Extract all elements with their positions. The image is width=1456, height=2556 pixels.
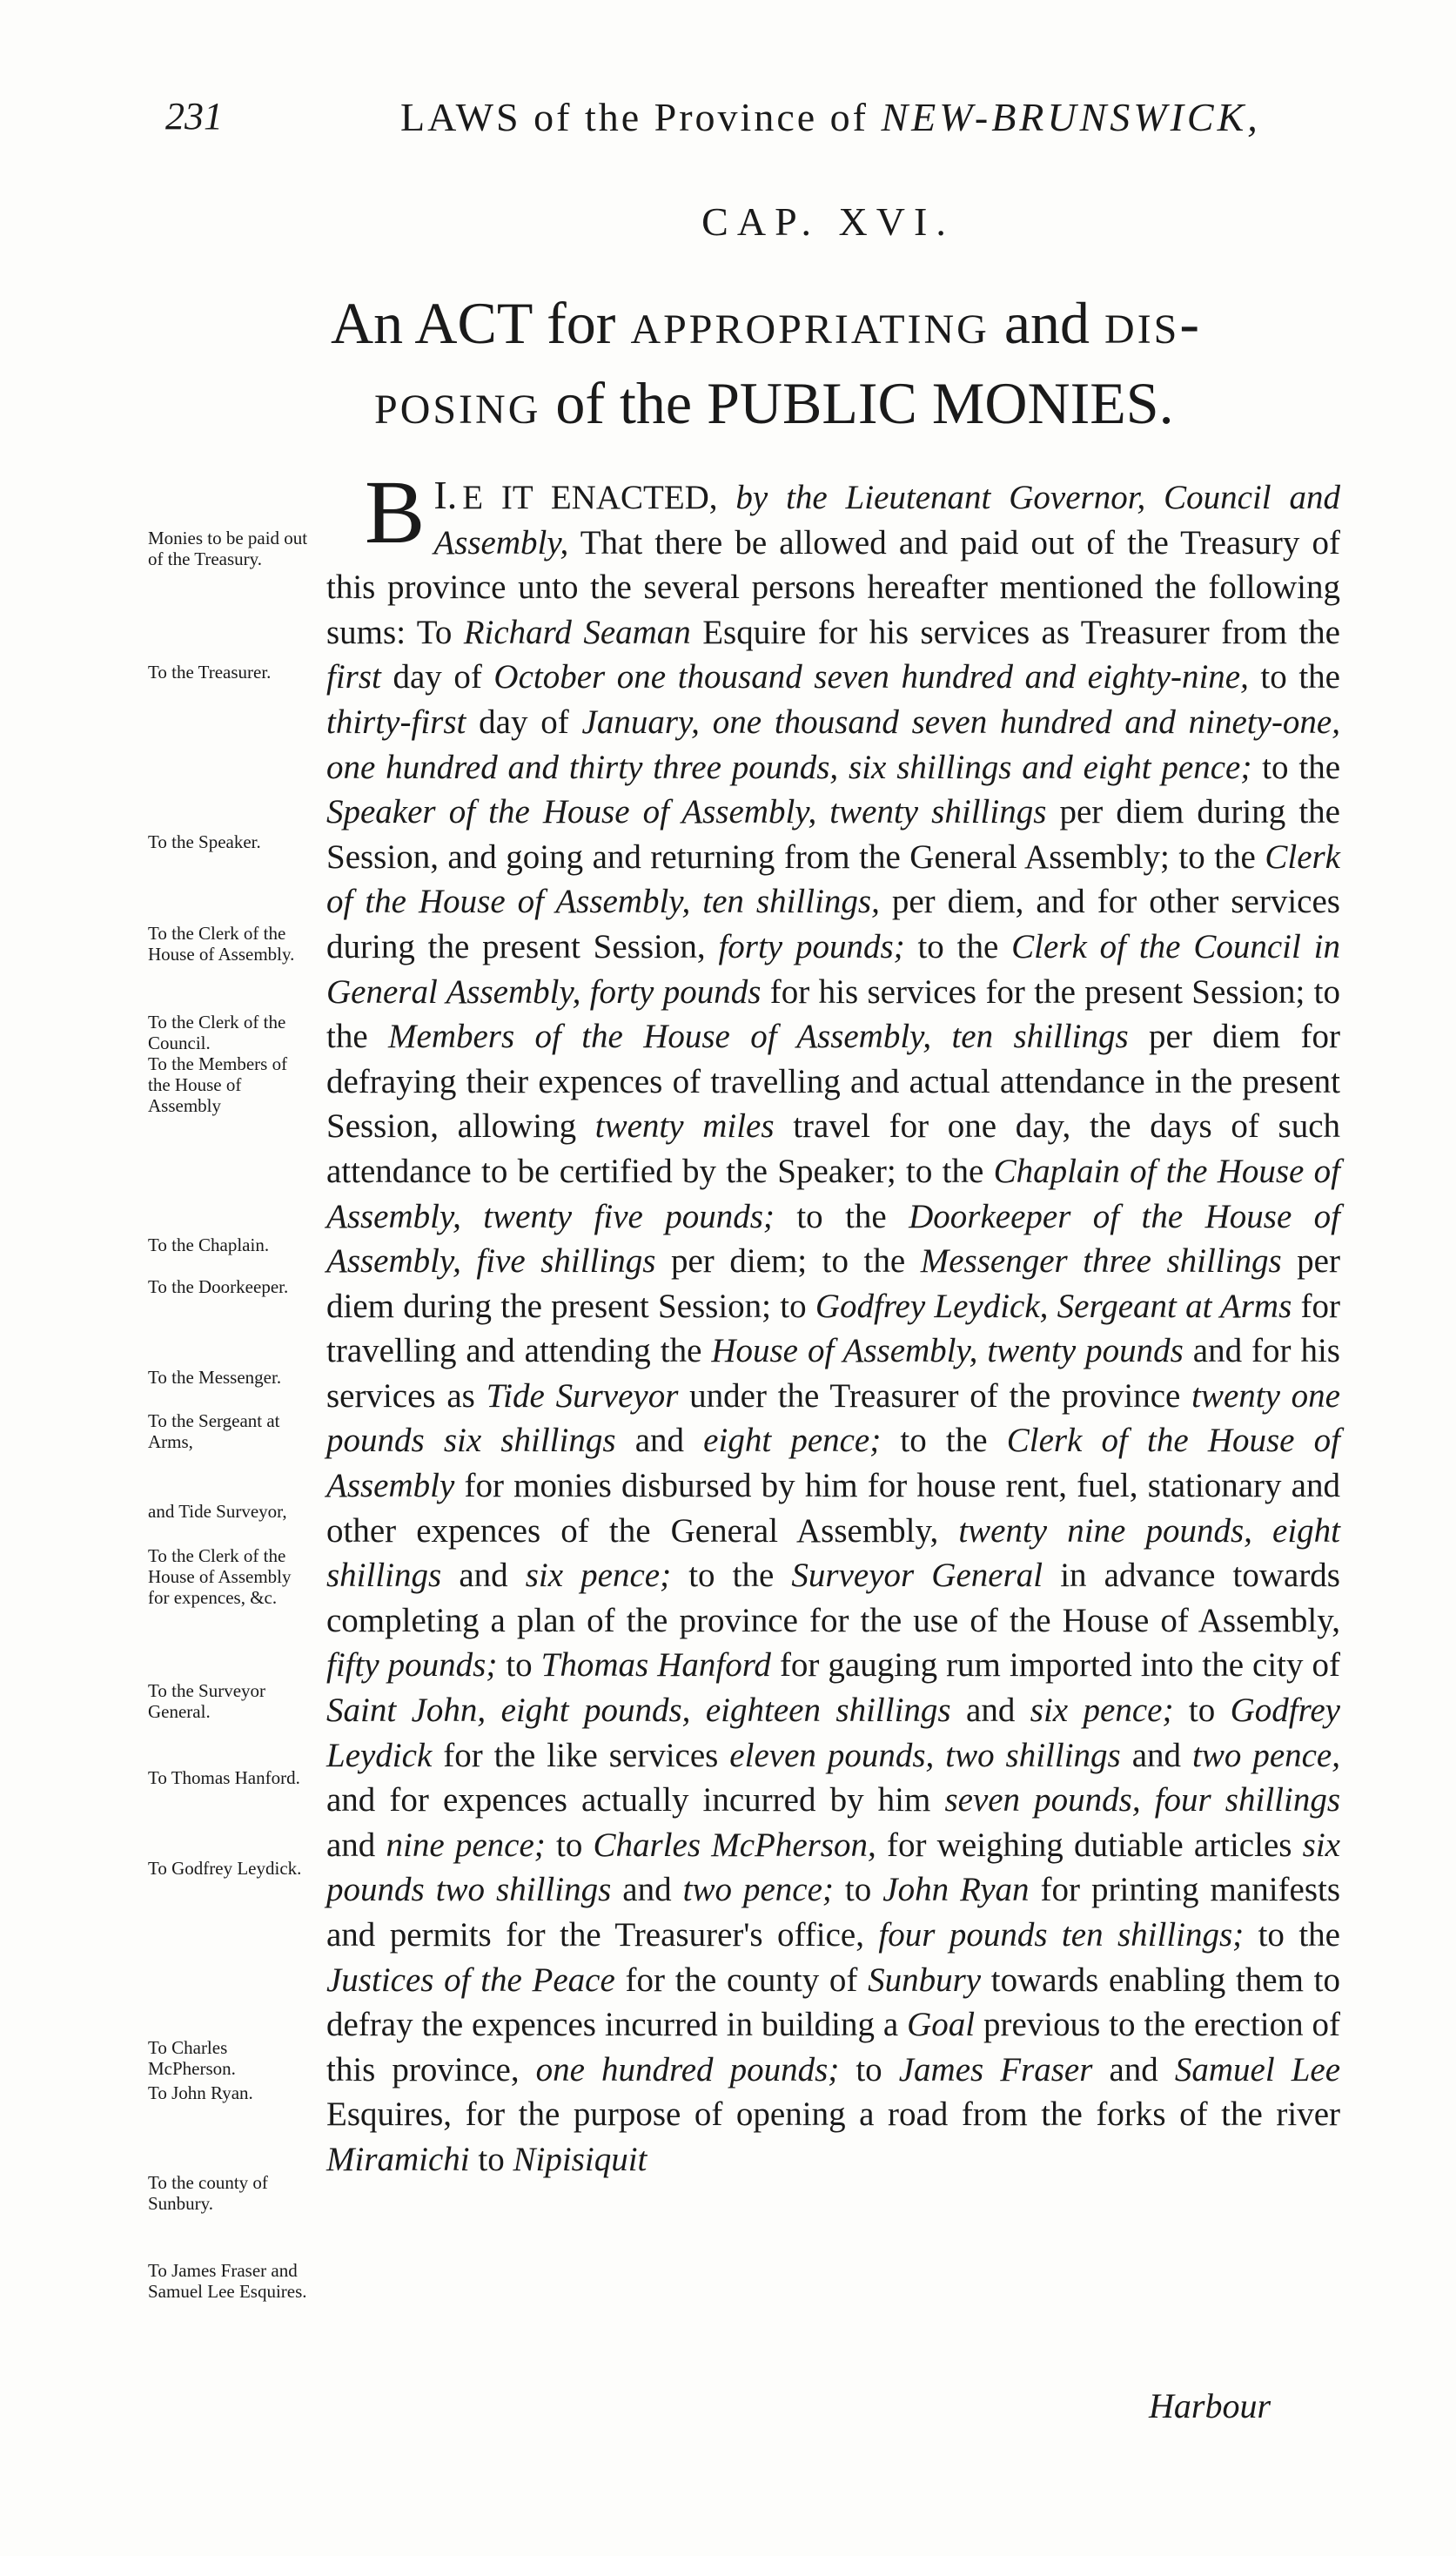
text-run: Clerk of the House of Assembly bbox=[326, 1422, 1340, 1505]
text-run: to bbox=[545, 1826, 594, 1864]
act-body bbox=[326, 462, 1341, 2183]
text-run: Nipisiquit bbox=[513, 2140, 647, 2178]
chapter-heading: CAP. XVI. bbox=[701, 199, 955, 244]
margin-note: To the Treasurer. bbox=[148, 662, 272, 683]
catchword: Harbour bbox=[1149, 2386, 1271, 2425]
text-run: to bbox=[833, 1871, 883, 1909]
text-run: to the bbox=[1244, 1916, 1340, 1954]
margin-note: To Charles McPherson. bbox=[148, 2037, 236, 2079]
text-run: eight pence; bbox=[703, 1422, 882, 1460]
title-word-public-monies: PUBLIC MONIES. bbox=[707, 370, 1174, 436]
margin-note: To the Surveyor General. bbox=[148, 1680, 266, 1722]
text-run: and bbox=[1120, 1736, 1192, 1774]
text-run: and bbox=[611, 1871, 683, 1909]
page-number: 231 bbox=[165, 95, 223, 138]
text-run: Godfrey Leydick bbox=[326, 1692, 1340, 1774]
running-head bbox=[400, 94, 1261, 140]
text-run: to bbox=[839, 2050, 899, 2089]
text-run: by the Lieutenant Governor, Council and Assembly, bbox=[433, 479, 1340, 562]
text-run: thirty-first bbox=[326, 703, 466, 741]
text-run: January, one thousand seven hundred and ninety-one, one hundred and thirty three pounds, six shillings and eight pence; bbox=[326, 703, 1340, 786]
text-run: two pence; bbox=[682, 1871, 834, 1909]
text-run: Thomas Hanford bbox=[540, 1646, 771, 1685]
margin-note: To Thomas Hanford. bbox=[148, 1767, 300, 1788]
text-run: Chaplain of the House of Assembly, twenty five pounds; bbox=[326, 1152, 1340, 1235]
running-head-left: LAWS of the Province of bbox=[400, 95, 882, 139]
title-word: An bbox=[331, 290, 415, 356]
text-run: and for expences actually incurred by him bbox=[326, 1781, 945, 1819]
text-run: to the bbox=[1248, 658, 1340, 696]
section-number: I. bbox=[433, 473, 458, 517]
text-run: Clerk of the House of Assembly, ten shillings, bbox=[326, 837, 1340, 921]
text-run: John Ryan bbox=[882, 1871, 1030, 1909]
text-run: October one thousand seven hundred and eighty-nine, bbox=[493, 658, 1249, 696]
text-run: Charles McPherson, bbox=[593, 1826, 876, 1864]
text-run: seven pounds, four shillings bbox=[944, 1781, 1340, 1819]
text-run: for the county of bbox=[614, 1961, 869, 1999]
act-title-line-1 bbox=[331, 283, 1340, 363]
text-run: Speaker of the House of Assembly, twenty shillings bbox=[326, 793, 1047, 831]
margin-note: To the Doorkeeper. bbox=[148, 1276, 289, 1297]
text-run: day of bbox=[466, 703, 582, 741]
text-run: for his services for the present Session; to the bbox=[326, 972, 1340, 1056]
text-run: Saint John, eight pounds, eighteen shillings bbox=[326, 1692, 951, 1730]
act-title bbox=[331, 283, 1340, 443]
text-run: That there be allowed and paid out of the Treasury of this province unto the several persons hereafter mentioned the following sums: To bbox=[326, 523, 1340, 651]
text-run: to the bbox=[774, 1197, 909, 1235]
text-run: twenty miles bbox=[594, 1107, 775, 1146]
text-run: and bbox=[441, 1557, 526, 1595]
margin-note: To the Clerk of the House of Assembly. bbox=[148, 923, 295, 965]
title-word: posing bbox=[374, 370, 541, 436]
margin-note: To the Sergeant at Arms, bbox=[148, 1410, 280, 1452]
margin-note: To the Members of the House of Assembly bbox=[148, 1053, 288, 1116]
text-run: Samuel Lee bbox=[1174, 2050, 1341, 2089]
text-run: eleven pounds, two shillings bbox=[729, 1736, 1121, 1774]
text-run: for travelling and attending the bbox=[326, 1287, 1340, 1370]
text-run: Esquires, for the purpose of opening a road from the forks of the river bbox=[326, 2095, 1340, 2134]
text-run: Surveyor General bbox=[791, 1557, 1043, 1595]
text-run: to the bbox=[904, 927, 1012, 965]
text-run: under the Treasurer of the province bbox=[678, 1376, 1192, 1415]
text-run: per diem, and for other services during the present Session, bbox=[326, 883, 1340, 965]
text-run: day of bbox=[380, 658, 494, 696]
margin-note: To the Clerk of the Council. bbox=[148, 1012, 286, 1053]
text-run: twenty one pounds six shillings bbox=[326, 1376, 1340, 1460]
text-run: per diem during the Session, and going and returning from the General Assembly; to the bbox=[326, 793, 1340, 876]
text-run: E IT ENACTED, bbox=[462, 479, 736, 516]
title-word: appropriating bbox=[630, 290, 990, 356]
text-run: Sunbury bbox=[868, 1961, 982, 1999]
text-run: for weighing dutiable articles bbox=[876, 1826, 1303, 1864]
title-word: for bbox=[532, 290, 631, 356]
text-run: to the bbox=[671, 1557, 792, 1595]
text-run: Messenger three shillings bbox=[920, 1242, 1282, 1281]
text-run: four pounds ten shillings; bbox=[878, 1916, 1245, 1954]
margin-note: To the Clerk of the House of Assembly for expences, &c. bbox=[148, 1545, 292, 1608]
text-run: Tide Surveyor bbox=[486, 1376, 679, 1415]
text-run: Justices of the Peace bbox=[326, 1961, 615, 1999]
text-run: and bbox=[615, 1422, 704, 1460]
text-run: House of Assembly, twenty pounds bbox=[711, 1332, 1184, 1370]
title-word: dis- bbox=[1104, 290, 1203, 356]
margin-note: Monies to be paid out of the Treasury. bbox=[148, 528, 308, 569]
text-run: Goal bbox=[907, 2006, 976, 2044]
text-run: for gauging rum imported into the city of bbox=[770, 1646, 1340, 1685]
text-run: and bbox=[326, 1826, 386, 1864]
text-run: Godfrey Leydick, Sergeant at Arms bbox=[815, 1287, 1292, 1325]
text-run: in advance towards completing a plan of the province for the use of the House of Assembly, bbox=[326, 1557, 1340, 1639]
act-title-line-2 bbox=[331, 363, 1340, 443]
text-run: per diem for defraying their expences of travelling and actual attendance in the present Session, allowing bbox=[326, 1018, 1340, 1146]
margin-note: To Godfrey Leydick. bbox=[148, 1858, 302, 1879]
text-run: Doorkeeper of the House of Assembly, five shillings bbox=[326, 1197, 1341, 1281]
margin-note: To the Chaplain. bbox=[148, 1234, 270, 1255]
text-run: nine pence; bbox=[386, 1826, 546, 1864]
text-run: for monies disbursed by him for house rent, fuel, stationary and other expences of the General Assembly, bbox=[326, 1467, 1340, 1550]
text-run: Clerk of the Council in General Assembly, forty pounds bbox=[326, 927, 1340, 1011]
margin-note: To the Speaker. bbox=[148, 831, 261, 852]
text-run: previous to the erection of this province, bbox=[326, 2006, 1340, 2089]
text-run: for the like services bbox=[432, 1736, 730, 1774]
text-run: two pence, bbox=[1192, 1736, 1340, 1774]
margin-note: To James Fraser and Samuel Lee Esquires. bbox=[148, 2260, 307, 2302]
text-run: one hundred pounds; bbox=[535, 2050, 840, 2089]
page-header bbox=[165, 94, 1332, 155]
text-run: to bbox=[497, 1646, 541, 1685]
text-run: Miramichi bbox=[326, 2140, 470, 2178]
text-run: to the bbox=[1251, 748, 1340, 786]
running-head-province: NEW-BRUNSWICK, bbox=[881, 95, 1261, 139]
text-run: first bbox=[326, 658, 381, 696]
text-run: Richard Seaman bbox=[463, 613, 691, 651]
text-run: and for his services as bbox=[326, 1332, 1340, 1415]
text-run: for printing manifests and permits for the Treasurer's office, bbox=[326, 1871, 1341, 1954]
text-run: per diem; to the bbox=[655, 1242, 921, 1281]
text-run: to bbox=[469, 2140, 513, 2178]
text-run: Esquire for his services as Treasurer from the bbox=[690, 613, 1340, 651]
text-run: twenty nine pounds, eight shillings bbox=[326, 1511, 1340, 1595]
text-run: to the bbox=[881, 1422, 1007, 1460]
margin-note: To the county of Sunbury. bbox=[148, 2172, 268, 2214]
text-run: forty pounds; bbox=[718, 927, 905, 965]
text-run: and bbox=[950, 1692, 1030, 1730]
text-run: Members of the House of Assembly, ten shillings bbox=[388, 1018, 1129, 1056]
text-run: and bbox=[1092, 2050, 1175, 2089]
margin-note: To John Ryan. bbox=[148, 2082, 253, 2103]
text-run: James Fraser bbox=[898, 2050, 1093, 2089]
text-run: six pounds two shillings bbox=[326, 1826, 1340, 1909]
text-run: six pence; bbox=[525, 1557, 672, 1595]
text-run: six pence; bbox=[1030, 1692, 1174, 1730]
text-run: towards enabling them to defray the expences incurred in building a bbox=[326, 1961, 1340, 2044]
title-word: and bbox=[989, 290, 1105, 356]
title-word-act: ACT bbox=[414, 290, 533, 356]
title-word: of the bbox=[540, 370, 708, 436]
text-run: travel for one day, the days of such attendance to be certified by the Speaker; to the bbox=[326, 1107, 1341, 1190]
margin-note: To the Messenger. bbox=[148, 1367, 282, 1388]
margin-note: and Tide Surveyor, bbox=[148, 1501, 287, 1522]
text-run: per diem during the present Session; to bbox=[326, 1242, 1340, 1325]
text-run: to bbox=[1173, 1692, 1231, 1730]
text-run: fifty pounds; bbox=[326, 1646, 498, 1685]
drop-cap: B bbox=[365, 462, 426, 562]
